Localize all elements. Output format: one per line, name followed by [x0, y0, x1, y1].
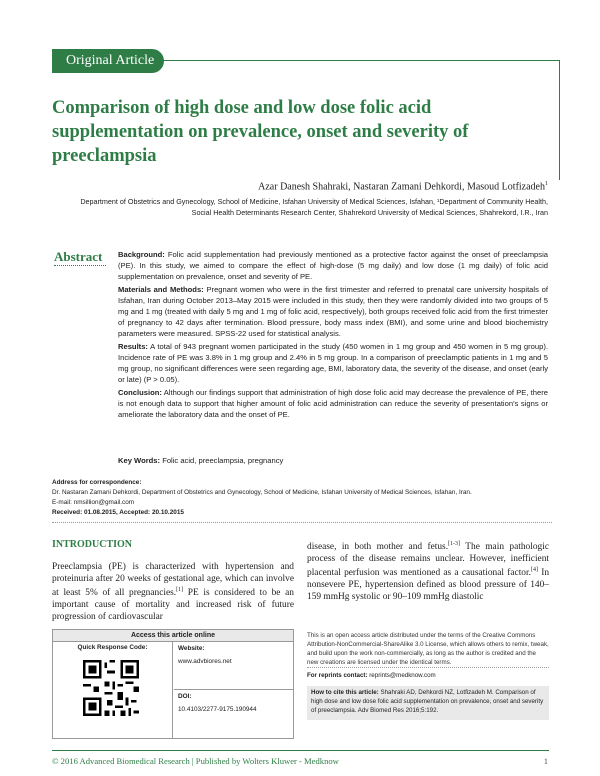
header-rule-vertical: [559, 60, 560, 180]
intro-text-2: PE is considered to be an important cause of mortality and increased risk of future progression of cardiovascular: [52, 588, 294, 622]
conclusion-text: Although our findings support that administration of high dose folic acid may decrease the prevalence of PE, there is not enough data to support that higher amount of folic acid administration can reduce the severity of presentation's signs or ameliorate the laboratory data and the onset of PE.: [118, 388, 548, 419]
results-text: A total of 943 pregnant women participated in the study (450 women in 1 mg group and 450 women in 5 mg group). Incidence rate of PE was 3.8% in 1 mg group and 2.4% in 5 mg group. In a comparison of preeclamptic patients in 1 mg and 5 mg group, no significant differences were seen regarding age, BMI, laboratory data, the severity of the disease, and onset (early or late) (P > 0.05).: [118, 342, 548, 384]
correspondence-address: Dr. Nastaran Zamani Dehkordi, Department of Obstetrics and Gynecology, School of Medicine, Isfahan University of Medical Sciences, Isfahan, Iran.: [52, 489, 472, 496]
qr-code-icon[interactable]: [83, 660, 139, 716]
correspondence-email[interactable]: E-mail: nmsillion@gmail.com: [52, 499, 135, 506]
intro-text-4: The main pathologic process of the disease remains unclear. However, inefficient placental perfusion was mentioned as a causational factor.: [307, 542, 549, 579]
website-row: [174, 642, 293, 690]
abstract-results: [118, 341, 548, 385]
correspondence-heading: Address for correspondence:: [52, 479, 142, 486]
footer-text: © 2016 Advanced Biomedical Research | Published by Wolters Kluwer - Medknow: [52, 756, 339, 766]
access-box-title: Access this article online: [53, 630, 293, 642]
citation-ref[interactable]: [1-3]: [448, 541, 461, 547]
intro-text-3: disease, in both mother and fetus.: [307, 542, 449, 553]
background-text: Folic acid supplementation had previously mentioned as a protective factor against the onset of preeclampsia (PE). In this study, we aimed to compare the effect of high-dose (5 mg daily) and low dose (1 mg daily) of folic acid supplementation on prevalence, onset and severity of PE.: [118, 250, 548, 281]
article-type-badge: Original Article: [52, 49, 164, 73]
affiliation: Department of Obstetrics and Gynecology, School of Medicine, Isfahan University of Medical Sciences, Isfahan, ¹Department of Community Health, Social Health Determinants Research Center, Shahrekord University of Medical Sciences, Shahrekord, I.R., Iran: [80, 197, 548, 217]
correspondence-block: [52, 478, 552, 518]
abstract-body: [118, 249, 548, 422]
license-rule: [307, 667, 549, 668]
keywords-text: Folic acid, preeclampsia, pregnancy: [162, 456, 284, 465]
methods-heading: Materials and Methods:: [118, 285, 204, 294]
doi-link[interactable]: 10.4103/2277-9175.190944: [178, 706, 257, 713]
received-accepted-dates: Received: 01.08.2015, Accepted: 20.10.2015: [52, 509, 184, 516]
doi-label: DOI:: [178, 693, 192, 700]
citation-box: [307, 686, 549, 720]
author-list: [258, 181, 548, 192]
conclusion-heading: Conclusion:: [118, 388, 162, 397]
page-number: 1: [543, 756, 548, 766]
correspondence-rule: [52, 522, 552, 523]
cite-heading: How to cite this article:: [311, 689, 379, 696]
introduction-heading: INTRODUCTION: [52, 539, 133, 550]
intro-text-1: Preeclampsia (PE) is characterized with hypertension and proteinuria after 20 weeks of gestational age, which can involve at least 5% of all pregnancies.: [52, 562, 294, 599]
author-affil-mark: 1: [545, 181, 548, 187]
results-heading: Results:: [118, 342, 148, 351]
qr-column: [53, 642, 173, 738]
doi-row: [174, 690, 293, 738]
introduction-right-column: [307, 539, 549, 603]
qr-label: Quick Response Code:: [77, 644, 148, 651]
abstract-conclusion: [118, 387, 548, 420]
access-info-column: [174, 642, 293, 738]
reprints-heading: For reprints contact:: [307, 672, 368, 679]
keywords: [118, 456, 283, 465]
license-notice: This is an open access article distributed under the terms of the Creative Commons Attribution-NonCommercial-ShareAlike 3.0 License, which allows others to remix, tweak, and build upon the work non-commercially, as long as the author is credited and the new creations are licensed under the identical terms.: [307, 632, 549, 666]
author-names: Azar Danesh Shahraki, Nastaran Zamani Dehkordi, Masoud Lotfizadeh: [258, 181, 545, 193]
header-rule: [150, 60, 560, 61]
abstract-background: [118, 249, 548, 282]
intro-text-5: In nonsevere PE, hypertension defined as blood pressure of 140–159 mmHg systolic or 90–109 mmHg diastolic: [307, 568, 550, 602]
article-title: Comparison of high dose and low dose folic acid supplementation on prevalence, onset and severity of preeclampsia: [52, 98, 469, 166]
citation-ref[interactable]: [4]: [530, 567, 538, 574]
cite-text: Shahraki AD, Dehkordi NZ, Lotfizadeh M. Comparison of high dose and low dose folic acid supplementation on prevalence, onset and severity of preeclampsia. Adv Biomed Res 2016;5:192.: [311, 689, 544, 714]
methods-text: Pregnant women who were in the first trimester and referred to prenatal care university hospitals of Isfahan, Iran during October 2013–May 2015 were included in this study, then they were randomly divided into two groups of 5 mg and 1 mg (treated with daily 5 mg and 1 mg of folic acid, respectively), both groups received folic acid from the first trimester of pregnancy to 42 days after termination. Blood pressure, body mass index (BMI), and some urine and blood biochemistry parameters were measured. SPSS-22 used for statistical analysis.: [118, 285, 548, 338]
reprints-line: [307, 672, 436, 679]
footer-rule: [52, 750, 549, 751]
website-label: Website:: [178, 645, 205, 652]
website-link[interactable]: www.advbiores.net: [178, 658, 232, 665]
reprints-email[interactable]: reprints@medknow.com: [369, 672, 436, 679]
keywords-heading: Key Words:: [118, 456, 161, 465]
abstract-methods: [118, 284, 548, 339]
background-heading: Background:: [118, 250, 165, 259]
abstract-label: Abstract: [54, 249, 103, 264]
citation-ref[interactable]: [1]: [176, 587, 184, 594]
access-online-box: [52, 629, 294, 739]
abstract-label-rule: [54, 265, 106, 266]
introduction-left-column: [52, 562, 294, 623]
